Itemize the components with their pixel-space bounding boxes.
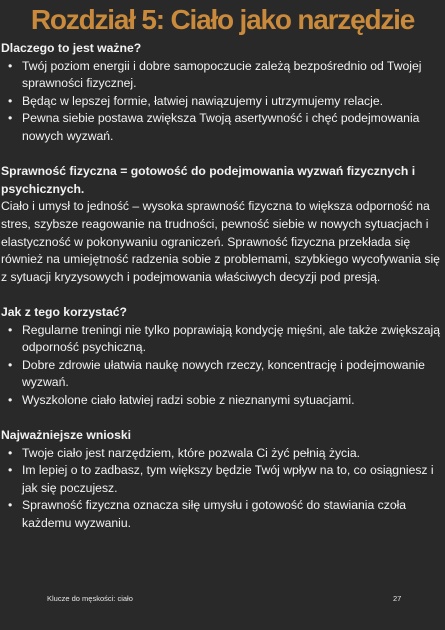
list-item: • Twoje ciało jest narzędziem, które pozwala Ci żyć pełnią życia. — [0, 445, 441, 463]
section-how-to-use — [0, 304, 441, 410]
list-item: • Regularne treningi nie tylko poprawiają kondycję mięśni, ale także zwiększają odporność psychiczną. — [0, 322, 441, 357]
footer-book-title: Klucze do męskości: ciało — [47, 594, 133, 603]
bullet-list — [0, 322, 441, 410]
spacer — [0, 409, 441, 427]
chapter-title: Rozdział 5: Ciało jako narzędzie — [30, 4, 415, 35]
list-item: • Im lepiej o to zadbasz, tym większy będzie Twój wpływ na to, co osiągniesz i jak się poczujesz. — [0, 462, 441, 497]
spacer — [0, 286, 441, 304]
list-item: • Wyszkolone ciało łatwiej radzi sobie z nieznanymi sytuacjami. — [0, 392, 441, 410]
spacer — [0, 146, 441, 164]
section-why-important — [0, 40, 441, 146]
list-item: • Twój poziom energii i dobre samopoczucie zależą bezpośrednio od Twojej sprawności fizycznej. — [0, 58, 441, 93]
list-item: • Pewna siebie postawa zwiększa Twoją asertywność i chęć podejmowania nowych wyzwań. — [0, 110, 441, 145]
page-number: 27 — [393, 594, 402, 603]
section-key-takeaways — [0, 427, 441, 533]
section-heading: Najważniejsze wnioski — [1, 428, 132, 443]
list-item: • Dobre zdrowie ułatwia naukę nowych rzeczy, koncentrację i podejmowanie wyzwań. — [0, 357, 441, 392]
page-content — [0, 40, 441, 533]
section-fitness-definition — [0, 163, 441, 286]
bullet-list — [0, 445, 441, 533]
list-item: • Będąc w lepszej formie, łatwiej nawiązujemy i utrzymujemy relacje. — [0, 93, 441, 111]
section-heading: Jak z tego korzystać? — [1, 304, 127, 319]
section-paragraph: Ciało i umysł to jedność – wysoka sprawność fizyczna to większa odporność na stres, szybsze reagowanie na trudności, pewność siebie w nowych sytuacjach i elastyczność w pokonywaniu ograniczeń. Sprawność fizyczna przekłada się również na umiejętność radzenia sobie z problemami, szybkiego wycofywania się z sytuacji kryzysowych i podejmowania właściwych decyzji pod presją. — [1, 199, 440, 284]
section-heading: Dlaczego to jest ważne? — [1, 41, 142, 55]
section-heading: Sprawność fizyczna = gotowość do podejmowania wyzwań fizycznych i psychicznych. — [1, 164, 416, 196]
list-item: • Sprawność fizyczna oznacza siłę umysłu i gotowość do stawiania czoła każdemu wyzwaniu. — [0, 497, 441, 532]
bullet-list — [0, 58, 441, 146]
